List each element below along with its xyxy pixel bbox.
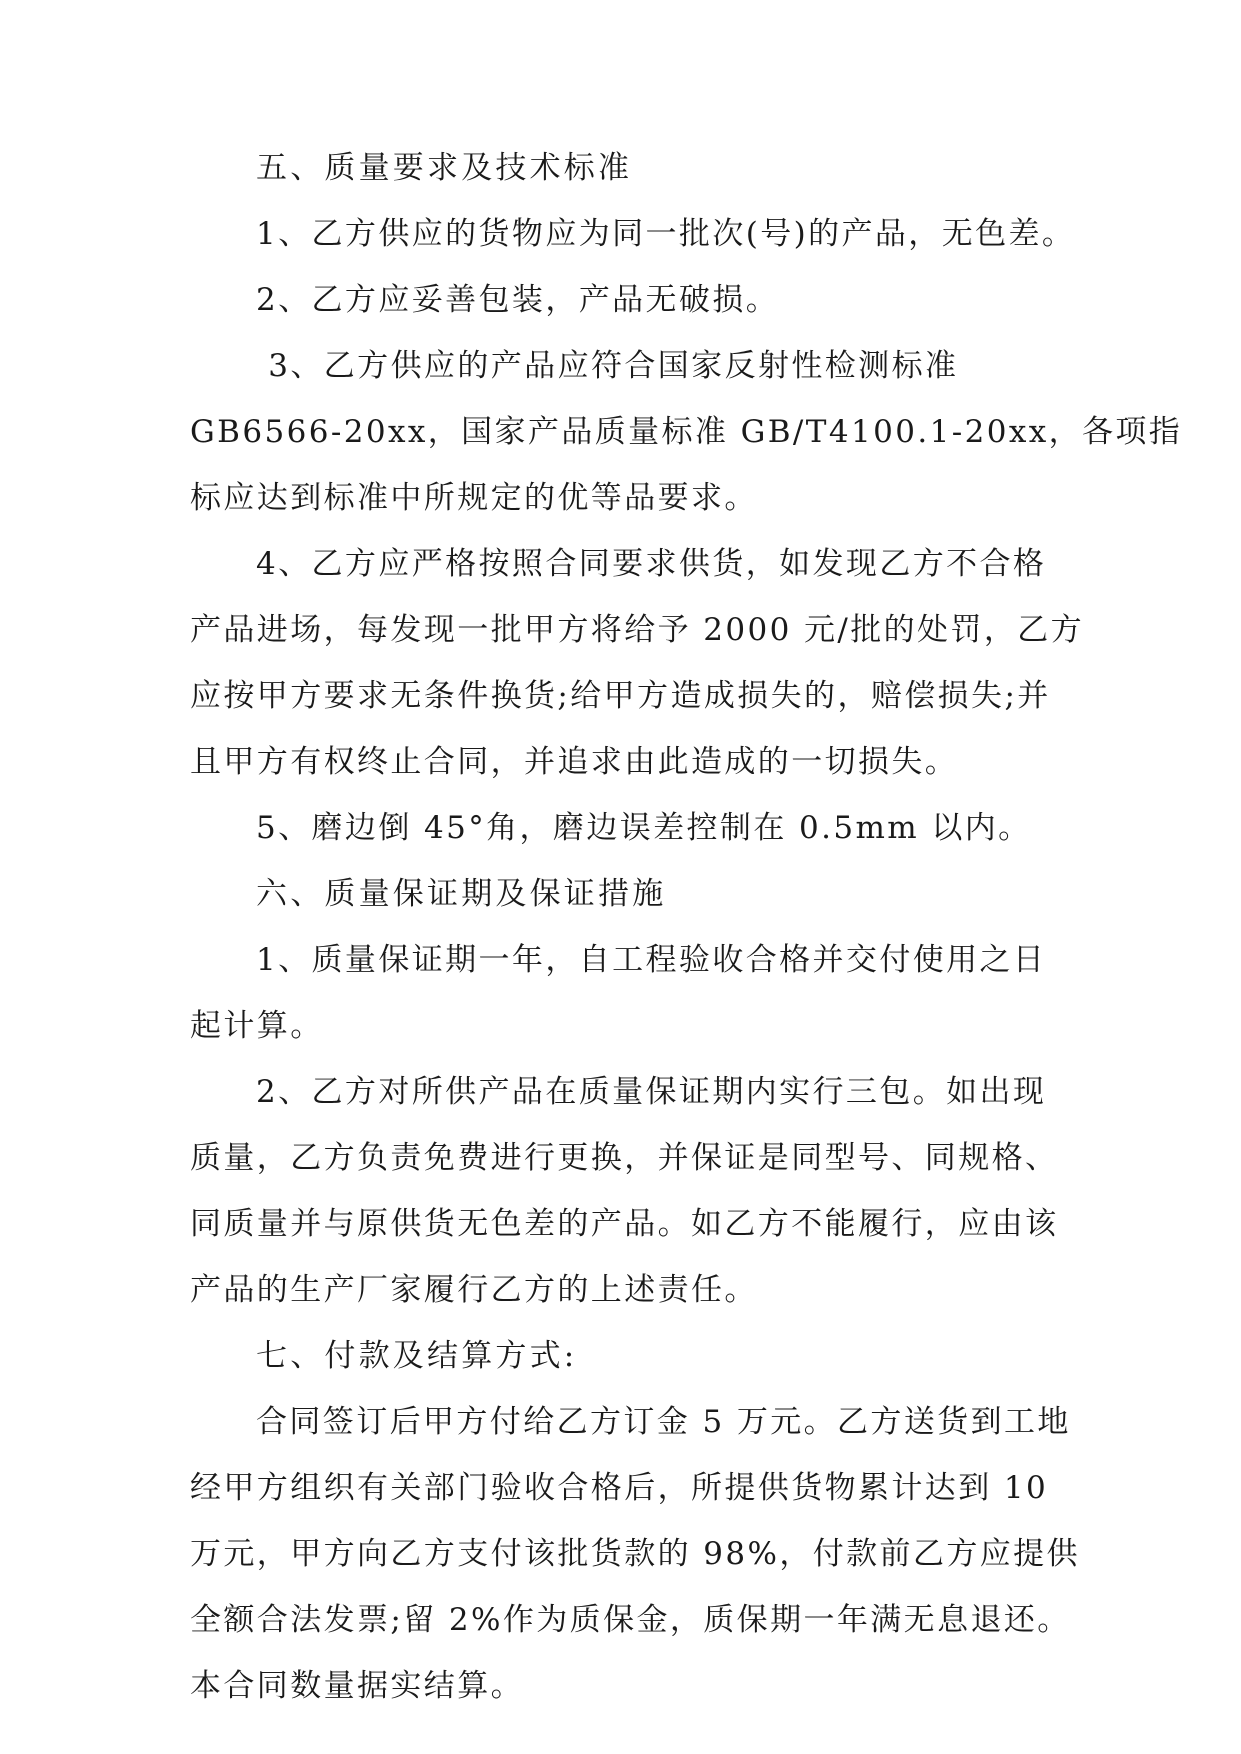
paragraph-line: 万元，甲方向乙方支付该批货款的 98%，付款前乙方应提供 (190, 1536, 1080, 1572)
paragraph-line: 标应达到标准中所规定的优等品要求。 (190, 480, 758, 516)
paragraph-line: 1、乙方供应的货物应为同一批次(号)的产品，无色差。 (256, 216, 1076, 252)
paragraph-line: 起计算。 (190, 1008, 324, 1044)
paragraph-line: 质量，乙方负责免费进行更换，并保证是同型号、同规格、 (190, 1140, 1059, 1176)
section-heading-warranty: 六、质量保证期及保证措施 (256, 876, 667, 912)
paragraph-line: 全额合法发票;留 2%作为质保金，质保期一年满无息退还。 (190, 1602, 1071, 1638)
paragraph-line: 产品的生产厂家履行乙方的上述责任。 (190, 1272, 758, 1308)
paragraph-line: 3、乙方供应的产品应符合国家反射性检测标准 (256, 348, 959, 384)
section-heading-payment: 七、付款及结算方式: (256, 1338, 578, 1374)
paragraph-line: 本合同数量据实结算。 (190, 1668, 524, 1704)
paragraph-line: 且甲方有权终止合同，并追求由此造成的一切损失。 (190, 744, 959, 780)
paragraph-line: 5、磨边倒 45°角，磨边误差控制在 0.5mm 以内。 (256, 810, 1032, 846)
paragraph-line: 2、乙方对所供产品在质量保证期内实行三包。如出现 (256, 1074, 1047, 1110)
paragraph-line: 1、质量保证期一年，自工程验收合格并交付使用之日 (256, 942, 1047, 978)
paragraph-line: 同质量并与原供货无色差的产品。如乙方不能履行，应由该 (190, 1206, 1059, 1242)
section-heading-quality-requirements: 五、质量要求及技术标准 (256, 150, 633, 186)
paragraph-line: 2、乙方应妥善包装，产品无破损。 (256, 282, 780, 318)
paragraph-line: 应按甲方要求无条件换货;给甲方造成损失的，赔偿损失;并 (190, 678, 1051, 714)
paragraph-line: 合同签订后甲方付给乙方订金 5 万元。乙方送货到工地 (256, 1404, 1071, 1440)
paragraph-line: GB6566-20xx，国家产品质量标准 GB/T4100.1-20xx，各项指 (190, 414, 1183, 450)
paragraph-line: 4、乙方应严格按照合同要求供货，如发现乙方不合格 (256, 546, 1047, 582)
paragraph-line: 产品进场，每发现一批甲方将给予 2000 元/批的处罚，乙方 (190, 612, 1085, 648)
paragraph-line: 经甲方组织有关部门验收合格后，所提供货物累计达到 10 (190, 1470, 1049, 1506)
